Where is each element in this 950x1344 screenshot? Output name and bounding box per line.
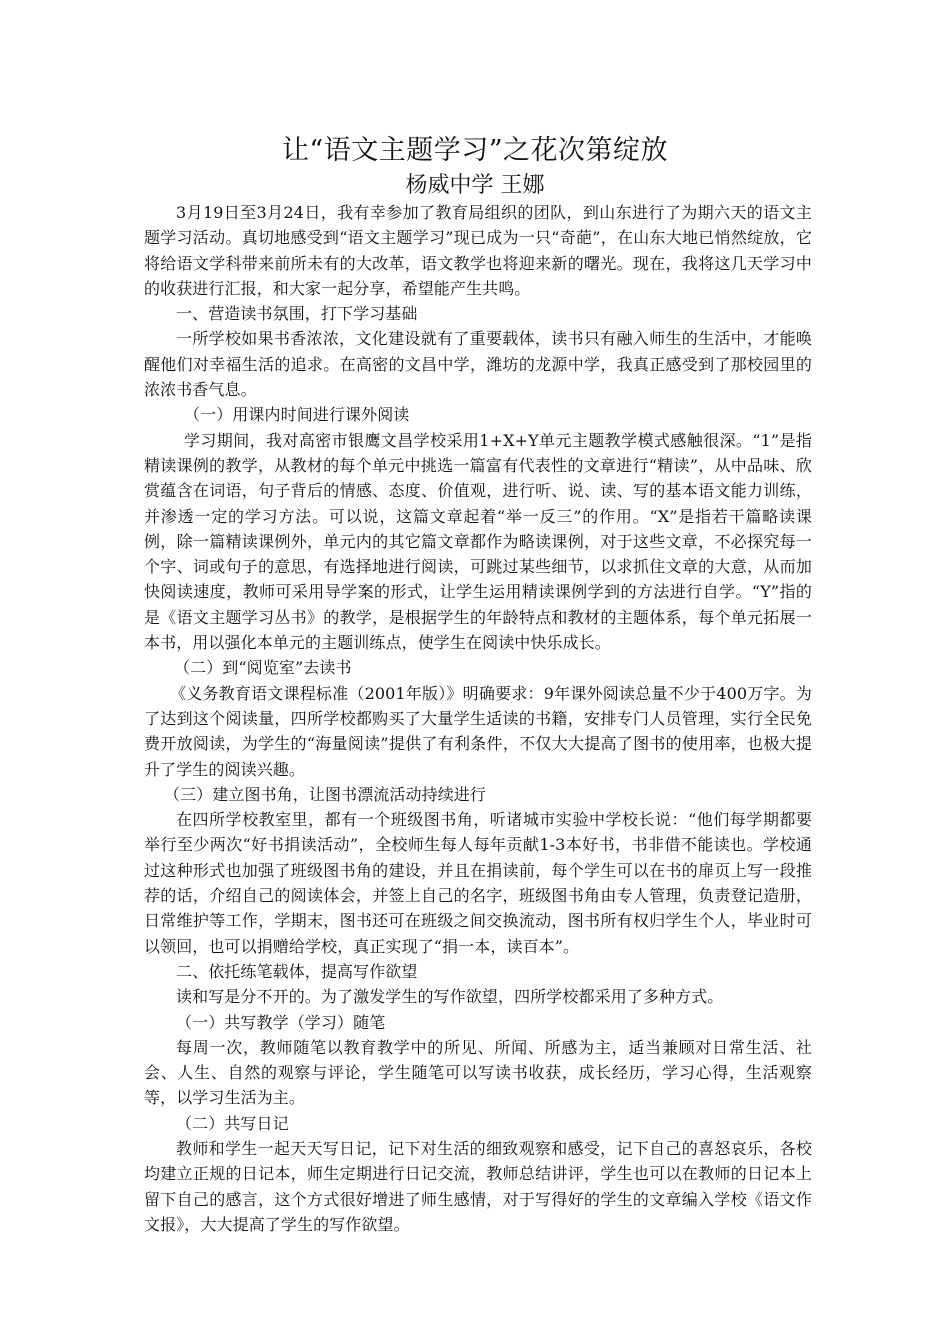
- body-paragraph: 读和写是分不开的。为了激发学生的写作欲望，四所学校都采用了多种方式。: [176, 987, 724, 1007]
- subsection-heading: （三）建立图书角，让图书漂流活动持续进行: [164, 784, 487, 804]
- body-paragraph: 教师和学生一起天天写日记，记下对生活的细致观察和感受，记下自己的喜怒哀乐，各校均建立正规的日记本，师生定期进行日记交流，教师总结讲评，学生也可以在教师的日记本上留下自己的感言，这个方式很好增进了师生感情，对于写得好的学生的文章编入学校《语文作文报》，大大提高了学生的写作欲望。: [144, 1138, 812, 1234]
- body-paragraph: 每周一次，教师随笔以教育教学中的所见、所闻、所感为主，适当兼顾对日常生活、社会、人生、自然的观察与评论，学生随笔可以写读书收获，成长经历，学习心得，生活观察等，以学习生活为主。: [144, 1037, 812, 1108]
- body-paragraph: 在四所学校教室里，都有一个班级图书角，听诸城市实验中学校长说：“他们每学期都要举行至少两次“好书捐读活动”，全校师生每人每年贡献1-3本好书，书非借不能读也。学校通过这种形式也加强了班级图书角的建设，并且在捐读前，每个学生可以在书的扉页上写一段推荐的话，介绍自己的阅读体会，并签上自己的名字，班级图书角由专人管理，负责登记造册，日常维护等工作，学期末，图书还可在班级之间交换流动，图书所有权归学生个人，毕业时可以领回，也可以捐赠给学校，真正实现了“捐一本，读百本”。: [144, 810, 812, 956]
- body-paragraph: 一所学校如果书香浓浓，文化建设就有了重要载体，读书只有融入师生的生活中，才能唤醒他们对幸福生活的追求。在高密的文昌中学，潍坊的龙源中学，我真正感受到了那校园里的浓浓书香气息。: [144, 329, 812, 400]
- body-paragraph: 《义务教育语文课程标准（2001年版）》明确要求：9年课外阅读总量不少于400万字。为了达到这个阅读量，四所学校都购买了大量学生适读的书籍，安排专门人员管理，实行全民免费开放阅读，为学生的“海量阅读”提供了有利条件，不仅大大提高了图书的使用率，也极大提升了学生的阅读兴趣。: [144, 683, 812, 779]
- document-title: 让“语文主题学习”之花次第绽放: [281, 135, 669, 166]
- subsection-heading: （一）共写教学（学习）随笔: [176, 1012, 386, 1032]
- section-heading-2: 二、依托练笔载体，提高写作欲望: [176, 961, 418, 981]
- subsection-heading: （二）到“阅览室”去读书: [174, 658, 352, 678]
- body-paragraph: 学习期间，我对高密市银鹰文昌学校采用1+X+Y单元主题教学模式感触很深。“1”是指精读课例的教学，从教材的每个单元中挑选一篇富有代表性的文章进行“精读”，从中品味、欣赏蕴含在词语，句子背后的情感、态度、价值观，进行听、说、读、写的基本语文能力训练，并渗透一定的学习方法。可以说，这篇文章起着“举一反三”的作用。“X”是指若干篇略读课例，除一篇精读课例外，单元内的其它篇文章都作为略读课例，对于这些文章，不必探究每一个字、词或句子的意思，有选择地进行阅读，可跳过某些细节，以求抓住文章的大意，从而加快阅读速度，教师可采用导学案的形式，让学生运用精读课例学到的方法进行自学。“Y”指的是《语文主题学习丛书》的教学，是根据学生的年龄特点和教材的主题体系，每个单元拓展一本书，用以强化本单元的主题训练点，使学生在阅读中快乐成长。: [144, 430, 812, 653]
- document-body: [144, 200, 812, 1237]
- section-heading-1: 一、营造读书氛围，打下学习基础: [176, 304, 418, 324]
- subsection-heading: （一）用课内时间进行课外阅读: [184, 405, 410, 425]
- subsection-heading: （二）共写日记: [176, 1113, 289, 1133]
- intro-paragraph: 3月19日至3月24日，我有幸参加了教育局组织的团队，到山东进行了为期六天的语文主题学习活动。真切地感受到“语文主题学习”现已成为一只“奇葩”，在山东大地已悄然绽放，它将给语文学科带来前所未有的大改革，语文教学也将迎来新的曙光。现在，我将这几天学习中的收获进行汇报，和大家一起分享，希望能产生共鸣。: [144, 203, 812, 298]
- document-author: 杨威中学 王娜: [405, 173, 545, 198]
